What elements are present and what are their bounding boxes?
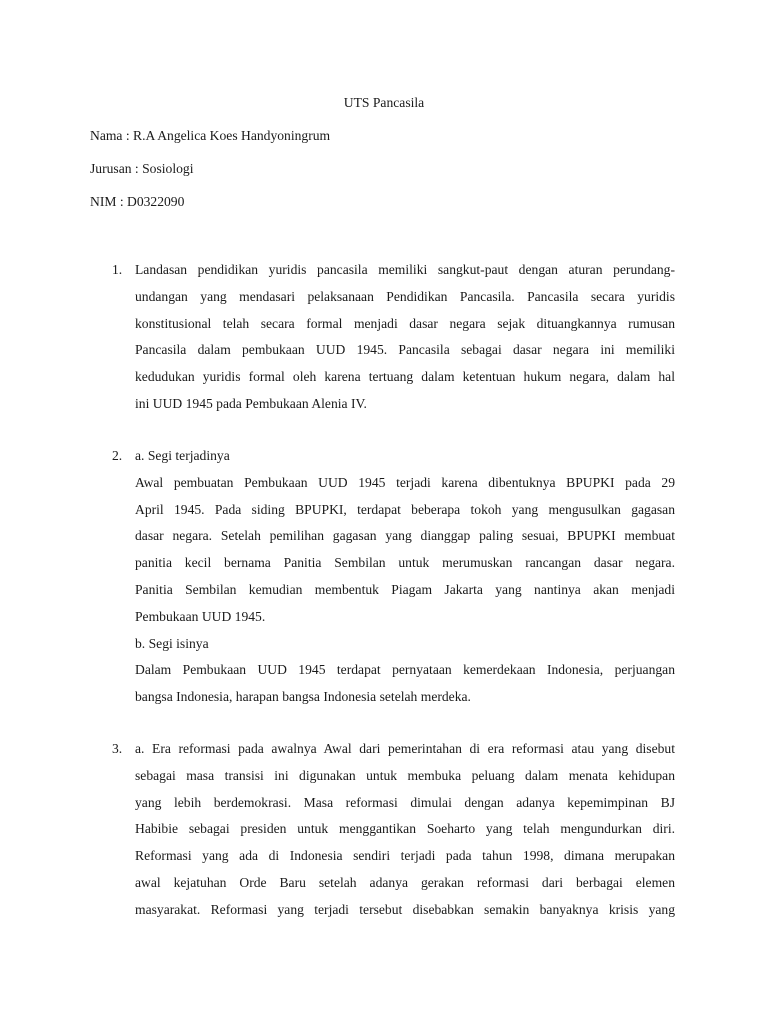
text-line: Dalam Pembukaan UUD 1945 terdapat pernyataan kemerdekaan Indonesia, perjuangan <box>135 662 675 678</box>
text-line: April 1945. Pada siding BPUPKI, terdapat beberapa tokoh yang mengusulkan gagasan <box>135 501 675 517</box>
text-line: Panitia Sembilan kemudian membentuk Piagam Jakarta yang nantinya akan menjadi <box>135 581 675 597</box>
subheading: b. Segi isinya <box>135 635 209 651</box>
text-line: Awal pembuatan Pembukaan UUD 1945 terjadi karena dibentuknya BPUPKI pada 29 <box>135 474 675 490</box>
answer-text <box>135 736 675 924</box>
text-line: ini UUD 1945 pada Pembukaan Alenia IV. <box>135 395 367 411</box>
text-line: dasar negara. Setelah pemilihan gagasan yang dianggap paling sesuai, BPUPKI membuat <box>135 528 675 544</box>
answer-text <box>135 443 675 711</box>
text-line: yang lebih berdemokrasi. Masa reformasi dimulai dengan adanya kepemimpinan BJ <box>135 794 675 810</box>
text-line: bangsa Indonesia, harapan bangsa Indonesia setelah merdeka. <box>135 689 471 705</box>
student-name: Nama : R.A Angelica Koes Handyoningrum <box>90 128 331 143</box>
text-line: Pancasila dalam pembukaan UUD 1945. Pancasila sebagai dasar negara ini memiliki <box>135 342 675 358</box>
subheading: a. Segi terjadinya <box>135 448 230 463</box>
text-line: undangan yang mendasari pelaksanaan Pendidikan Pancasila. Pancasila secara yuridis <box>135 288 675 304</box>
text-line: panitia kecil bernama Panitia Sembilan untuk merumuskan rancangan dasar negara. <box>135 555 675 571</box>
text-line: awal kejatuhan Orde Baru setelah adanya gerakan reformasi dari berbagai elemen <box>135 874 675 890</box>
text-line: Reformasi yang ada di Indonesia sendiri terjadi pada tahun 1998, dimana merupakan <box>135 848 675 864</box>
text-line: Landasan pendidikan yuridis pancasila memiliki sangkut-paut dengan aturan perundang- <box>135 262 675 277</box>
student-major: Jurusan : Sosiologi <box>90 161 194 176</box>
item-number: 1. <box>112 262 123 277</box>
text-line: konstitusional telah secara formal menjadi dasar negara sejak dituangkannya rumusan <box>135 315 675 331</box>
text-line: a. Era reformasi pada awalnya Awal dari pemerintahan di era reformasi atau yang disebut <box>135 741 675 756</box>
text-line: Habibie sebagai presiden untuk menggantikan Soeharto yang telah mengundurkan diri. <box>135 821 675 837</box>
text-line: kedudukan yuridis formal oleh karena tertuang dalam ketentuan hukum negara, dalam hal <box>135 369 675 385</box>
text-line: masyarakat. Reformasi yang terjadi tersebut disebabkan semakin banyaknya krisis yang <box>135 901 675 917</box>
student-id: NIM : D0322090 <box>90 194 185 209</box>
text-line: Pembukaan UUD 1945. <box>135 608 266 624</box>
item-number: 3. <box>112 741 123 756</box>
answer-text <box>135 257 675 418</box>
text-line: sebagai masa transisi ini digunakan untuk membuka peluang dalam menata kehidupan <box>135 767 675 783</box>
document-title: UTS Pancasila <box>343 95 425 110</box>
item-number: 2. <box>112 448 123 463</box>
